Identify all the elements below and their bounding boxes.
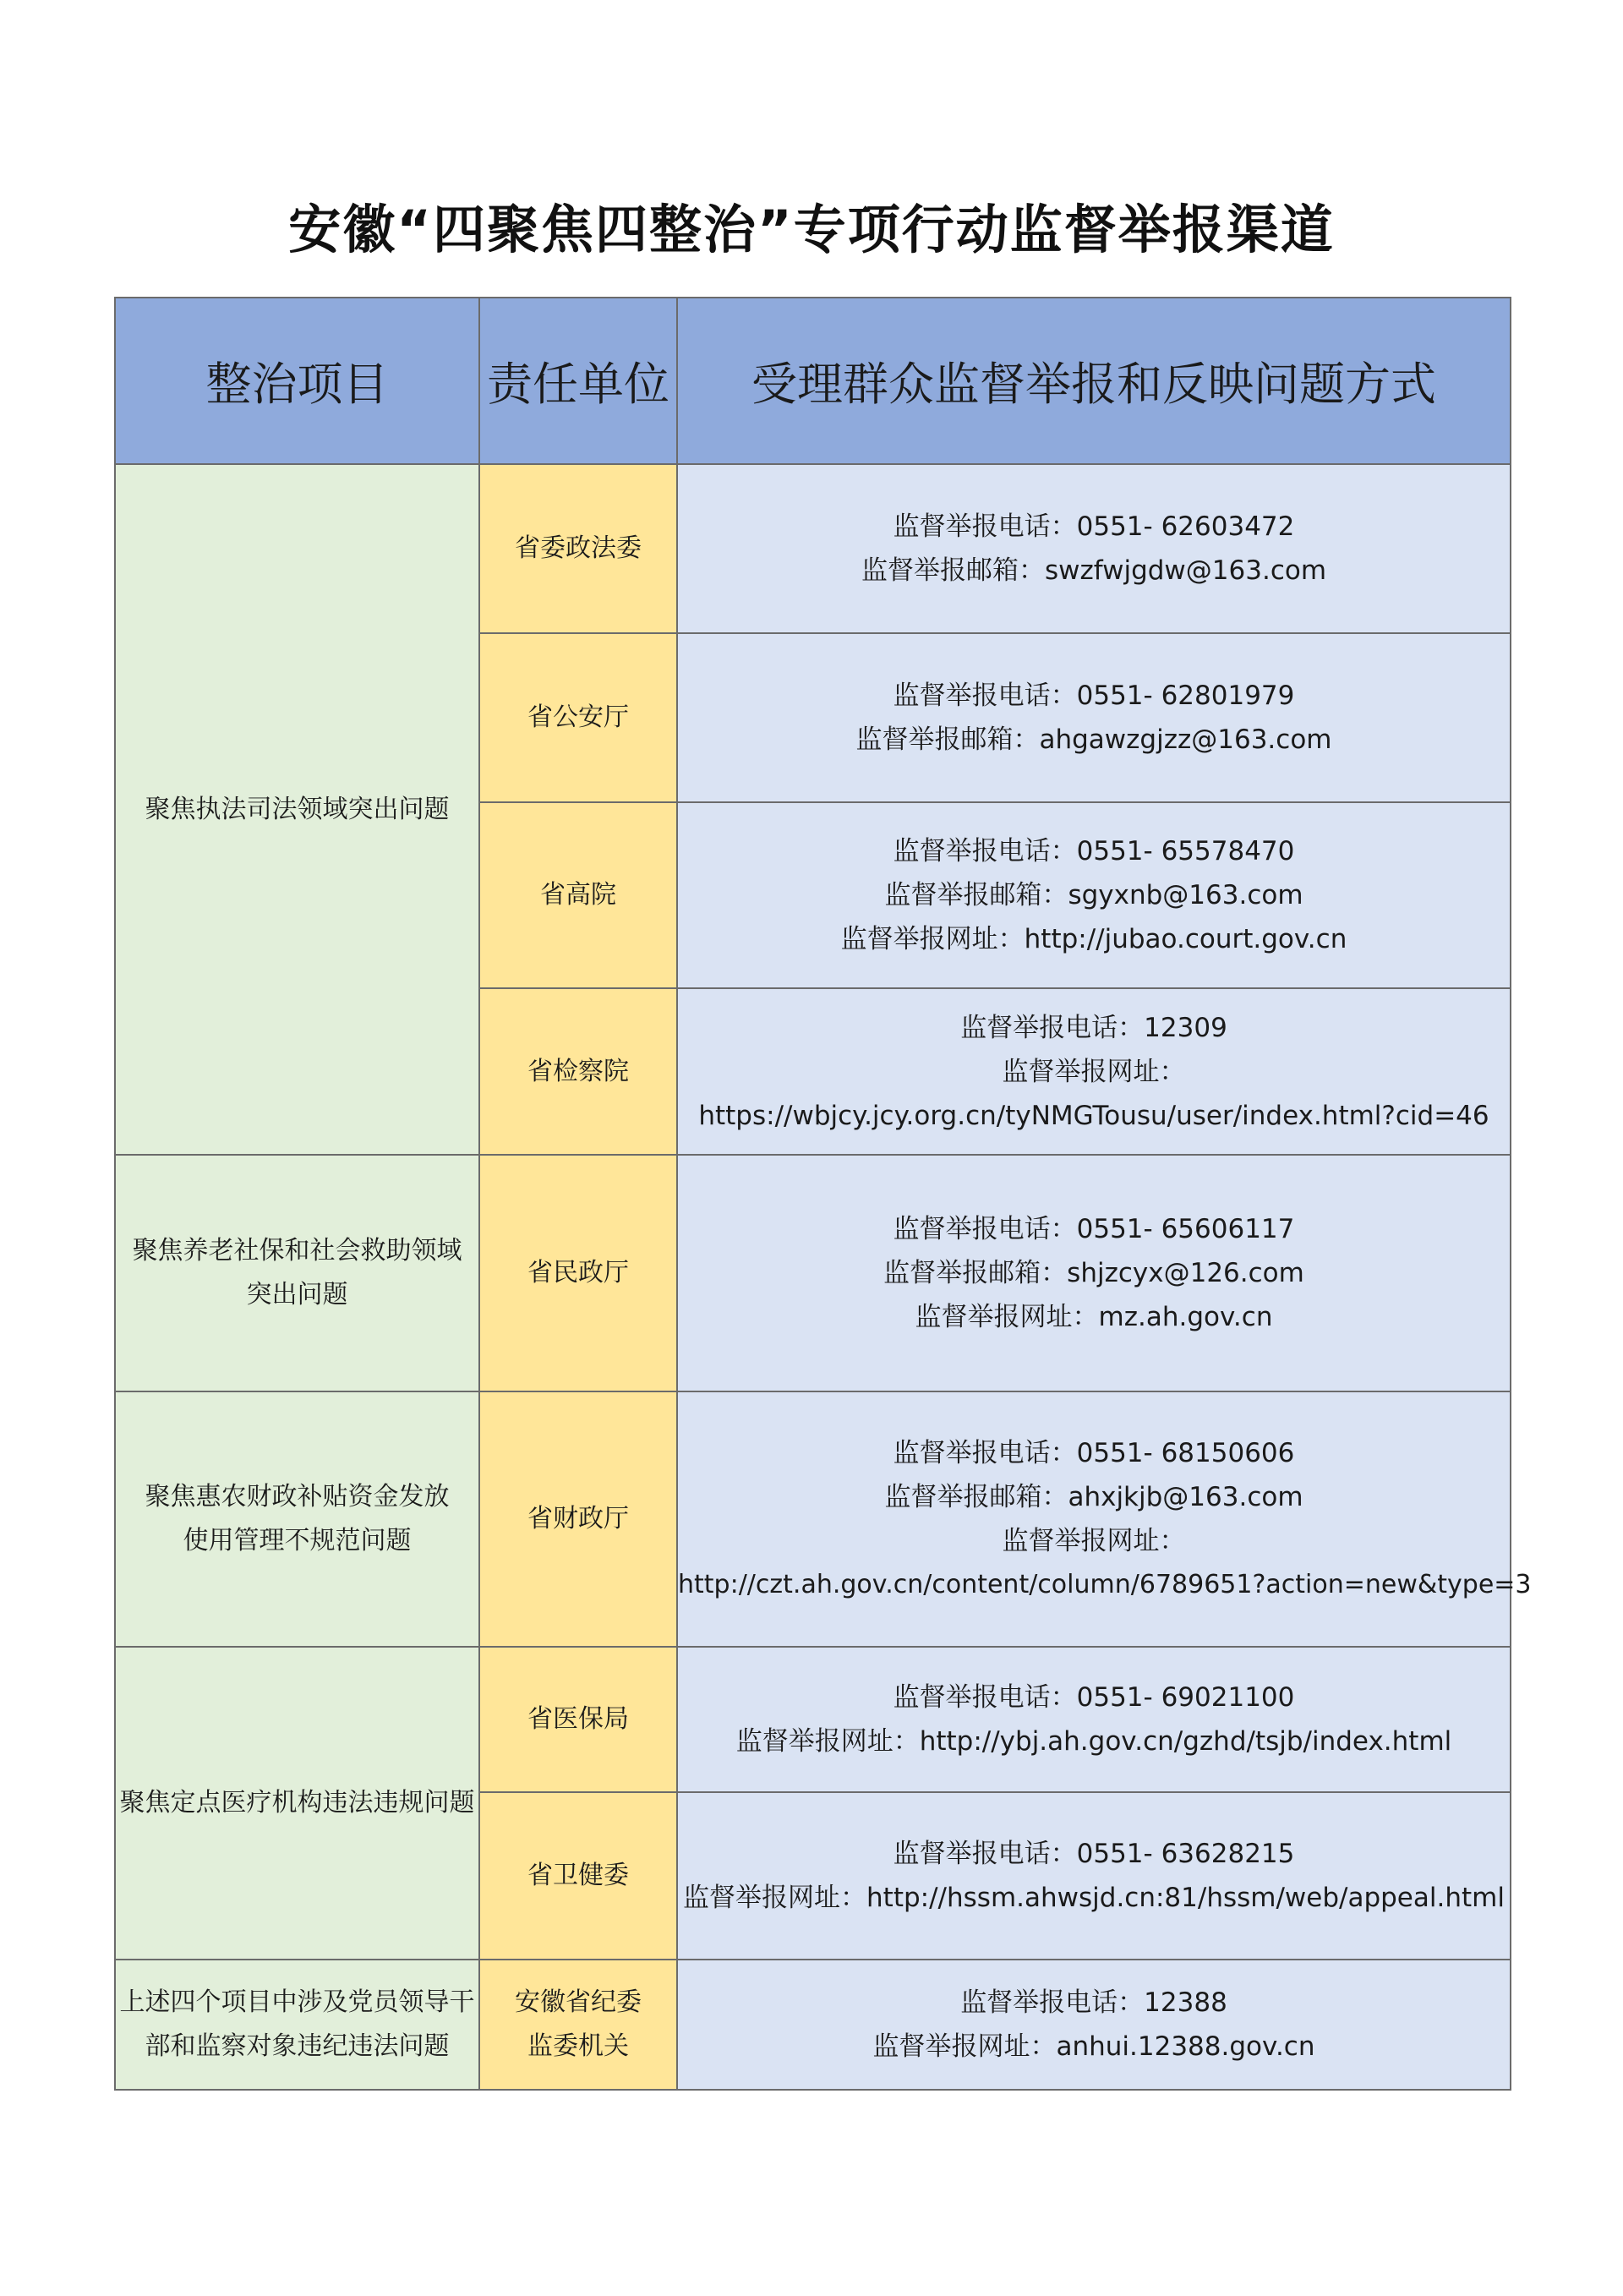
unit-name: 省财政厅 [527, 1504, 629, 1533]
channel-cell [677, 464, 1511, 633]
unit-cell [479, 1391, 677, 1647]
channel-line: 监督举报网址：http://hssm.ahwsjd.cn:81/hssm/web/appeal.html [683, 1883, 1505, 1913]
table-row [115, 1647, 1511, 1792]
unit-name: 省检察院 [527, 1056, 629, 1086]
header-unit: 责任单位 [479, 298, 677, 464]
table-row [115, 1391, 1511, 1647]
channel-line: 监督举报电话：0551- 65606117 [893, 1214, 1295, 1244]
project-text: 上述四个项目中涉及党员领导干 [119, 1987, 475, 2017]
project-cell [115, 1391, 479, 1647]
header-channel: 受理群众监督举报和反映问题方式 [677, 298, 1511, 464]
channel-line: 监督举报电话：0551- 62801979 [893, 681, 1295, 711]
unit-cell [479, 1155, 677, 1391]
project-cell [115, 464, 479, 1155]
channel-cell [677, 1792, 1511, 1960]
channel-cell [677, 988, 1511, 1155]
project-text: 聚焦养老社保和社会救助领域 [132, 1236, 462, 1266]
channel-line: 监督举报邮箱：ahxjkjb@163.com [884, 1482, 1303, 1512]
project-text: 聚焦定点医疗机构违法违规问题 [119, 1788, 475, 1818]
channel-line: 监督举报邮箱：shjzcyx@126.com [883, 1258, 1304, 1288]
channel-cell [677, 1960, 1511, 2090]
channel-line: 监督举报网址：anhui.12388.gov.cn [872, 2031, 1315, 2062]
channel-line: 监督举报网址： [1002, 1056, 1186, 1087]
unit-name: 省委政法委 [515, 533, 642, 563]
channel-line: 监督举报网址：http://jubao.court.gov.cn [840, 924, 1347, 954]
channel-line: 监督举报邮箱：swzfwjgdw@163.com [861, 555, 1327, 586]
channel-line: 监督举报电话：12309 [960, 1012, 1227, 1043]
channel-line: 监督举报电话：0551- 68150606 [893, 1438, 1295, 1468]
unit-name: 省卫健委 [527, 1861, 629, 1890]
channel-line: 监督举报电话：0551- 65578470 [893, 836, 1295, 866]
channel-line: https://wbjcy.jcy.org.cn/tyNMGTousu/user/index.html?cid=46 [698, 1100, 1489, 1131]
channel-line: 监督举报邮箱：sgyxnb@163.com [884, 880, 1303, 910]
unit-name: 安徽省纪委 [515, 1987, 642, 2017]
unit-cell [479, 802, 677, 988]
table-row [115, 1155, 1511, 1391]
channel-line: 监督举报邮箱：ahgawzgjzz@163.com [855, 724, 1332, 755]
table-row [115, 464, 1511, 633]
channel-line: 监督举报网址：http://ybj.ah.gov.cn/gzhd/tsjb/index.html [735, 1726, 1452, 1757]
channel-line: 监督举报电话：0551- 62603472 [893, 511, 1295, 542]
channel-line: 监督举报电话：12388 [960, 1987, 1227, 2018]
table-header-row [115, 298, 1511, 464]
table-row [115, 1960, 1511, 2090]
channel-cell [677, 633, 1511, 802]
channel-line: 监督举报网址： [1002, 1526, 1186, 1556]
project-text: 聚焦惠农财政补贴资金发放 [145, 1482, 450, 1512]
report-channels-table [114, 297, 1532, 2091]
unit-name: 省医保局 [527, 1704, 629, 1734]
channel-cell [677, 802, 1511, 988]
project-text: 突出问题 [246, 1280, 348, 1309]
unit-name: 省民政厅 [527, 1258, 629, 1287]
channel-line: 监督举报电话：0551- 69021100 [893, 1682, 1295, 1713]
channel-cell [677, 1391, 1532, 1647]
project-cell [115, 1647, 479, 1960]
channel-line: http://czt.ah.gov.cn/content/column/6789651?action=new&type=3 [678, 1570, 1532, 1599]
unit-name: 监委机关 [527, 2031, 629, 2061]
project-cell [115, 1155, 479, 1391]
project-text: 聚焦执法司法领域突出问题 [145, 794, 450, 824]
unit-cell [479, 1792, 677, 1960]
project-cell [115, 1960, 479, 2090]
unit-cell [479, 988, 677, 1155]
unit-name: 省公安厅 [527, 702, 629, 732]
unit-cell [479, 1960, 677, 2090]
channel-cell [677, 1647, 1511, 1792]
channel-cell [677, 1155, 1511, 1391]
header-project: 整治项目 [115, 298, 479, 464]
unit-cell [479, 633, 677, 802]
unit-cell [479, 464, 677, 633]
unit-cell [479, 1647, 677, 1792]
project-text: 部和监察对象违纪违法问题 [145, 2031, 450, 2061]
document-title: 安徽“四聚焦四整治”专项行动监督举报渠道 [288, 199, 1335, 260]
project-text: 使用管理不规范问题 [183, 1526, 412, 1555]
channel-line: 监督举报网址：mz.ah.gov.cn [915, 1302, 1273, 1332]
channel-line: 监督举报电话：0551- 63628215 [893, 1839, 1295, 1869]
unit-name: 省高院 [540, 880, 616, 910]
